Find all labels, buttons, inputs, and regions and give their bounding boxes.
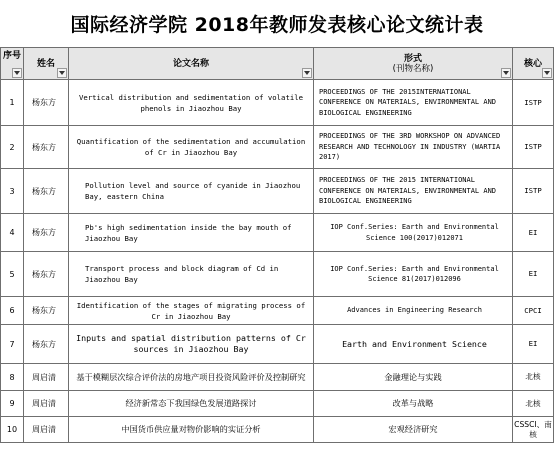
filter-dropdown-core[interactable] [542, 68, 552, 78]
publication-form: PROCEEDINGS OF THE 3RD WORKSHOP ON ADVANCED RESEARCH AND TECHNOLOGY IN INDUSTRY (WARTIA 2017) [314, 126, 513, 169]
paper-title: Transport process and block diagram of Cd in Jiaozhou Bay [69, 252, 314, 297]
core-index: CPCI [513, 297, 554, 325]
author-name: 杨东方 [24, 80, 69, 126]
author-name: 杨东方 [24, 126, 69, 169]
chevron-down-icon [503, 71, 509, 75]
author-name: 周启清 [24, 364, 69, 391]
header-paper [69, 48, 314, 80]
header-no [1, 48, 24, 80]
header-no-label: 序号 [3, 51, 22, 61]
table-row [1, 325, 554, 364]
header-row [1, 48, 554, 80]
table-row [1, 80, 554, 126]
header-name-label: 姓名 [36, 58, 55, 69]
row-number: 2 [1, 126, 24, 169]
core-index: ISTP [513, 126, 554, 169]
core-index: CSSCI、南核 [513, 417, 554, 443]
core-index: EI [513, 325, 554, 364]
publication-form: PROCEEDINGS OF THE 2015 INTERNATIONAL CONFERENCE ON MATERIALS, ENVIRONMENTAL AND BIOLOGICAL ENGINEERING [314, 169, 513, 214]
row-number: 8 [1, 364, 24, 391]
chevron-down-icon [304, 71, 310, 75]
publication-form: Advances in Engineering Research [314, 297, 513, 325]
row-number: 6 [1, 297, 24, 325]
author-name: 周启清 [24, 391, 69, 417]
filter-dropdown-paper[interactable] [302, 68, 312, 78]
paper-title: Quantification of the sedimentation and accumulation of Cr in Jiaozhou Bay [69, 126, 314, 169]
filter-dropdown-no[interactable] [12, 68, 22, 78]
author-name: 杨东方 [24, 297, 69, 325]
filter-dropdown-form[interactable] [501, 68, 511, 78]
row-number: 5 [1, 252, 24, 297]
publication-form: 金融理论与实践 [314, 364, 513, 391]
core-index: 北核 [513, 364, 554, 391]
paper-title: Pollution level and source of cyanide in Jiaozhou Bay, eastern China [69, 169, 314, 214]
paper-title: Identification of the stages of migrating process of Cr in Jiaozhou Bay [69, 297, 314, 325]
author-name: 杨东方 [24, 214, 69, 252]
table-row [1, 417, 554, 443]
header-form [314, 48, 513, 80]
row-number: 1 [1, 80, 24, 126]
header-form-sub: (刊物名称) [392, 63, 434, 74]
table-row [1, 364, 554, 391]
paper-statistics-table [0, 47, 554, 443]
paper-title: Vertical distribution and sedimentation of volatile phenols in Jiaozhou Bay [69, 80, 314, 126]
core-index: EI [513, 252, 554, 297]
core-index: ISTP [513, 169, 554, 214]
header-paper-label: 论文名称 [172, 58, 209, 69]
table-row [1, 169, 554, 214]
paper-title: 中国货币供应量对物价影响的实证分析 [69, 417, 314, 443]
paper-title: Pb's high sedimentation inside the bay mouth of Jiaozhou Bay [69, 214, 314, 252]
author-name: 杨东方 [24, 325, 69, 364]
table-row [1, 252, 554, 297]
paper-title: 基于模糊层次综合评价法的房地产项目投资风险评价及控制研究 [69, 364, 314, 391]
row-number: 9 [1, 391, 24, 417]
author-name: 周启清 [24, 417, 69, 443]
publication-form: IOP Conf.Series: Earth and Environmental Science 81(2017)012096 [314, 252, 513, 297]
table-row [1, 214, 554, 252]
publication-form: PROCEEDINGS OF THE 2015INTERNATIONAL CONFERENCE ON MATERIALS, ENVIRONMENTAL AND BIOLOGICAL ENGINEERING [314, 80, 513, 126]
publication-form: 改革与战略 [314, 391, 513, 417]
row-number: 4 [1, 214, 24, 252]
header-form-label: 形式 [403, 53, 422, 64]
header-core [513, 48, 554, 80]
table-row [1, 391, 554, 417]
core-index: 北核 [513, 391, 554, 417]
table-row [1, 126, 554, 169]
core-index: EI [513, 214, 554, 252]
filter-dropdown-name[interactable] [57, 68, 67, 78]
publication-form: Earth and Environment Science [314, 325, 513, 364]
paper-title: Inputs and spatial distribution patterns of Cr sources in Jiaozhou Bay [69, 325, 314, 364]
author-name: 杨东方 [24, 252, 69, 297]
chevron-down-icon [14, 71, 20, 75]
paper-title: 经济新常态下我国绿色发展道路探讨 [69, 391, 314, 417]
chevron-down-icon [544, 71, 550, 75]
row-number: 3 [1, 169, 24, 214]
page-title: 国际经济学院 2018年教师发表核心论文统计表 [70, 14, 484, 36]
author-name: 杨东方 [24, 169, 69, 214]
row-number: 7 [1, 325, 24, 364]
chevron-down-icon [59, 71, 65, 75]
publication-form: 宏观经济研究 [314, 417, 513, 443]
header-name [24, 48, 69, 80]
table-row [1, 297, 554, 325]
row-number: 10 [1, 417, 24, 443]
publication-form: IOP Conf.Series: Earth and Environmental Science 100(2017)012071 [314, 214, 513, 252]
core-index: ISTP [513, 80, 554, 126]
header-core-label: 核心 [523, 58, 542, 69]
